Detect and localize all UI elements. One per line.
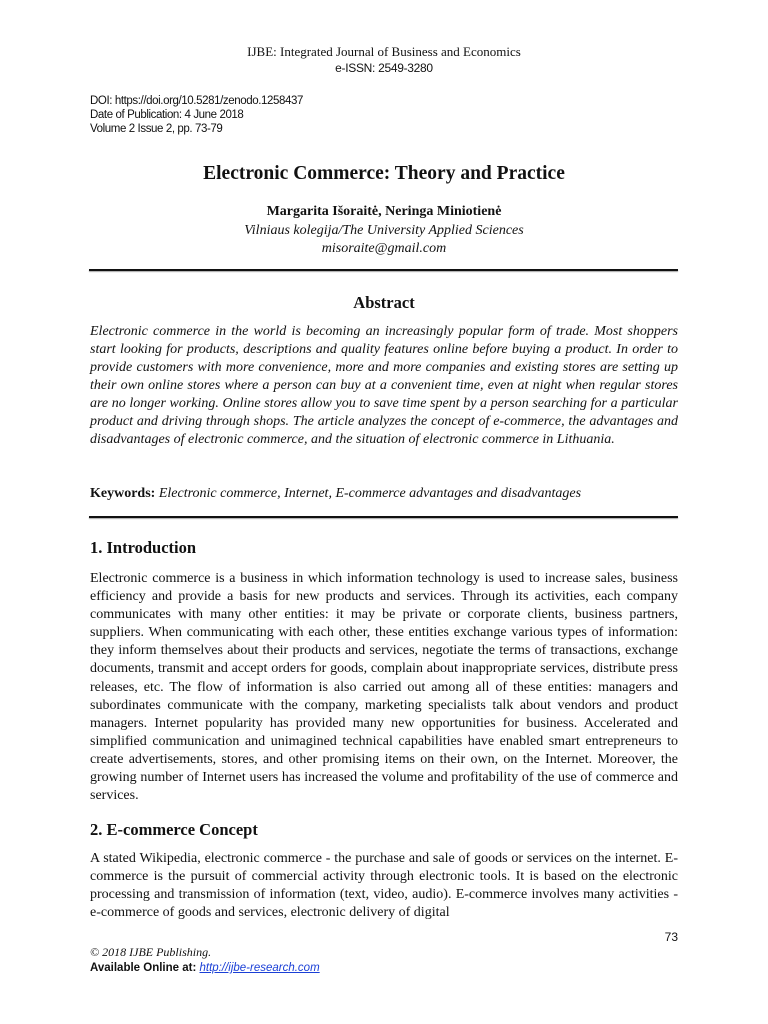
- doi-line: DOI: https://doi.org/10.5281/zenodo.1258437: [90, 95, 303, 107]
- publication-meta: [90, 94, 303, 136]
- section-heading-ecommerce-concept: 2. E-commerce Concept: [90, 820, 258, 839]
- keywords-text: Electronic commerce, Internet, E-commerce advantages and disadvantages: [158, 486, 582, 501]
- volume-issue: Volume 2 Issue 2, pp. 73-79: [90, 123, 223, 135]
- abstract-text: Electronic commerce in the world is becoming an increasingly popular form of trade. Most shoppers start looking for products, descriptions and quality features online before buying a product. In order to provide customers with more convenience, more and more companies and existing stores are setting up their own online stores where a person can buy at a convenient time, even at night when regular stores are no longer working. Online stores allow you to save time spent by a person searching for a particular product and driving through shops. The article analyzes the concept of e-commerce, the advantages and disadvantages of electronic commerce, and the situation of electronic commerce in Lithuania.: [90, 324, 678, 447]
- keywords: [90, 485, 678, 503]
- paper-authors: Margarita Išoraitė, Neringa Miniotienė: [266, 204, 502, 219]
- journal-name: IJBE: Integrated Journal of Business and Economics: [247, 44, 521, 59]
- section-heading-introduction: 1. Introduction: [90, 538, 197, 557]
- paper-title: Electronic Commerce: Theory and Practice: [203, 163, 565, 184]
- journal-issn: e-ISSN: 2549-3280: [335, 61, 433, 75]
- available-online-label: Available Online at:: [90, 962, 197, 974]
- keywords-label: Keywords:: [90, 486, 156, 501]
- author-affiliation-block: [0, 222, 768, 258]
- publication-date: Date of Publication: 4 June 2018: [90, 109, 244, 121]
- divider-bottom: [89, 516, 678, 518]
- section-text-introduction: Electronic commerce is a business in which information technology is used to increase sales, business efficiency and provide a basis for new products and services. Through its activities, each company communicates with many other entities: it may be private or corporate clients, business partners, suppliers. When communicating with each other, these entities exchange various types of information: they inform themselves about their products and services, negotiate the terms of transactions, exchange documents, transmit and accept orders for goods, complain about inappropriate services, distribute press releases, etc. The flow of information is also carried out among all of these entities: managers and subordinates communicate with the company, marketing specialists talk about vendors and product managers. Internet popularity has provided many new opportunities for business. Accelerated and simplified communication and unimagined technical capabilities have enabled smart entrepreneurs to create advertisements, stores, and other promising items on their own, on the Internet. Moreover, the growing number of Internet users has increased the volume and profitability of the use of commerce and services.: [90, 571, 678, 804]
- author-email: misoraite@gmail.com: [321, 241, 447, 256]
- copyright-notice: © 2018 IJBE Publishing.: [90, 945, 212, 959]
- page-number: 73: [664, 930, 678, 944]
- section-text-ecommerce-concept: A stated Wikipedia, electronic commerce - the purchase and sale of goods or services on the internet. E-commerce is the pursuit of commercial activity through electronic tools. It is based on the electronic processing and transmission of information (text, video, audio). E-commerce involves many activities - e-commerce of goods and services, electronic delivery of digital: [90, 851, 678, 921]
- affiliation: Vilniaus kolegija/The University Applied Sciences: [244, 223, 524, 238]
- divider-top: [89, 269, 678, 271]
- available-online: [90, 962, 320, 974]
- abstract-heading: Abstract: [353, 293, 415, 312]
- journal-website-link[interactable]: http://ijbe-research.com: [199, 962, 320, 974]
